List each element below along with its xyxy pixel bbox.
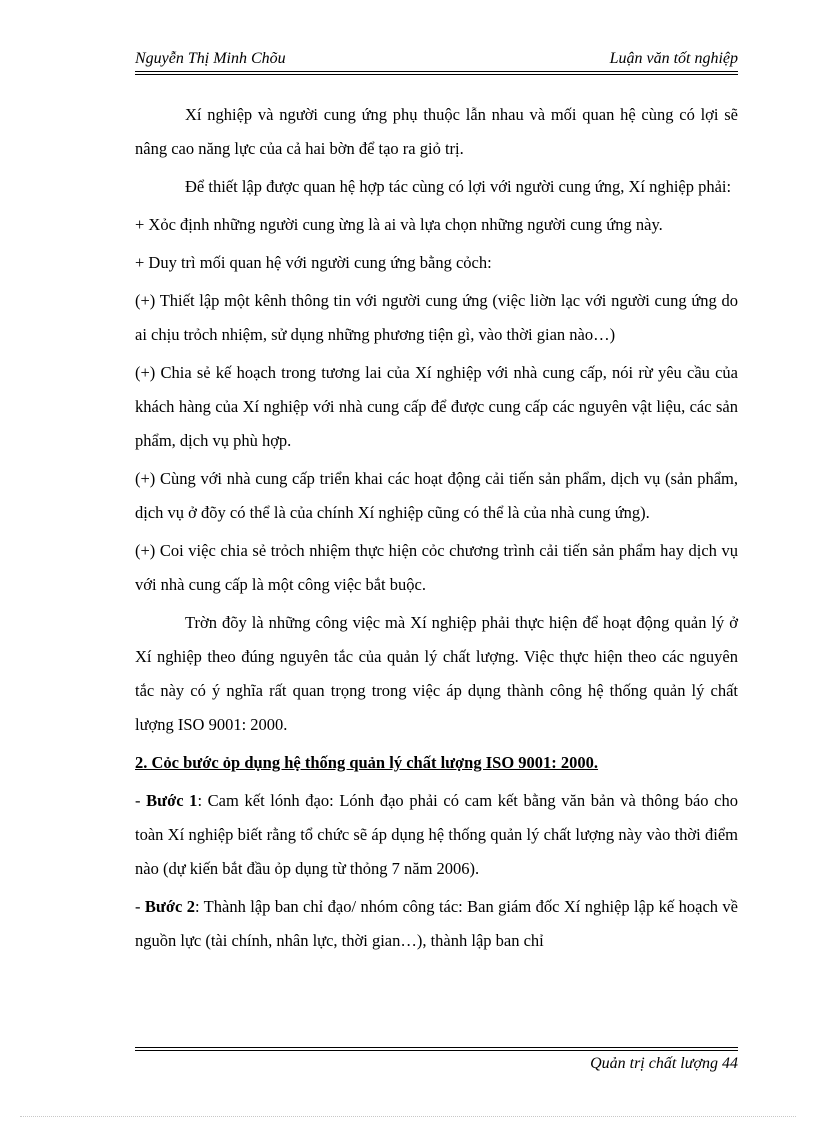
step-dash: - bbox=[135, 897, 145, 916]
header-doc-type: Luận văn tốt nghiệp bbox=[609, 50, 738, 67]
step-label: Bước 1 bbox=[146, 791, 198, 810]
step-label: Bước 2 bbox=[144, 897, 195, 916]
header-rule-double bbox=[135, 74, 738, 75]
bullet-maintain-relationship: + Duy trì mối quan hệ với người cung ứng bằng cỏch: bbox=[135, 253, 492, 272]
footer-rule-double bbox=[135, 1050, 738, 1051]
paragraph-conclusion: Trờn đõy là những công việc mà Xí nghiệp phải thực hiện để hoạt động quản lý ở Xí nghiệp theo đúng nguyên tắc của quản lý chất lượng. Việc thực hiện theo các nguyên tắc này có ý nghĩa rất quan trọng trong việc áp dụng thành công hệ thống quản lý chất lượng ISO 9001: 2000. bbox=[135, 613, 738, 734]
subbullet-communication-channel: (+) Thiết lập một kênh thông tin với người cung ứng (việc liờn lạc với người cung ứng do ai chịu trỏch nhiệm, sử dụng những phương tiện gì, vào thời gian nào…) bbox=[135, 291, 738, 344]
step-text: : Cam kết lónh đạo: Lónh đạo phải có cam kết bằng văn bản và thông báo cho toàn Xí nghiệp biết rằng tổ chức sẽ áp dụng hệ thống quản lý chất lượng này vào thời điểm nào (dự kiến bắt đầu ỏp dụng từ thỏng 7 năm 2006). bbox=[135, 791, 738, 878]
subbullet-joint-improvement: (+) Cùng với nhà cung cấp triển khai các hoạt động cải tiến sản phẩm, dịch vụ (sản phẩm, dịch vụ ở đõy có thể là của chính Xí nghiệp cũng có thể là của nhà cung ứng). bbox=[135, 469, 738, 522]
step-item bbox=[135, 890, 738, 958]
page-footer: Quản trị chất lượng 44 bbox=[590, 1055, 738, 1072]
section-heading: 2. Cỏc bước ỏp dụng hệ thống quản lý chất lượng ISO 9001: 2000. bbox=[135, 753, 599, 772]
header-rule bbox=[135, 71, 738, 72]
step-item bbox=[135, 784, 738, 886]
paragraph-supplier-relationship: Xí nghiệp và người cung ứng phụ thuộc lẫn nhau và mối quan hệ cùng có lợi sẽ nâng cao năng lực của cả hai bờn để tạo ra giỏ trị. bbox=[135, 105, 738, 158]
step-dash: - bbox=[135, 791, 147, 810]
page-boundary-dotted bbox=[20, 1116, 796, 1117]
footer-rule bbox=[135, 1047, 738, 1048]
bullet-identify-suppliers: + Xỏc định những người cung ừng là ai và lựa chọn những người cung ứng này. bbox=[135, 215, 663, 234]
paragraph-establish-cooperation: Để thiết lập được quan hệ hợp tác cùng có lợi với người cung ứng, Xí nghiệp phải: bbox=[185, 177, 732, 196]
subbullet-share-responsibility: (+) Coi việc chia sẻ trỏch nhiệm thực hiện cỏc chương trình cải tiến sản phẩm hay dịch vụ với nhà cung cấp là một công việc bắt buộc. bbox=[135, 541, 738, 594]
subbullet-share-plans: (+) Chia sẻ kế hoạch trong tương lai của Xí nghiệp với nhà cung cấp, nói rừ yêu cầu của khách hàng của Xí nghiệp với nhà cung cấp để được cung cấp các nguyên vật liệu, các sản phẩm, dịch vụ phù hợp. bbox=[135, 363, 738, 450]
header-author: Nguyễn Thị Minh Chõu bbox=[135, 50, 286, 67]
page-header bbox=[135, 50, 738, 70]
step-text: : Thành lập ban chỉ đạo/ nhóm công tác: Ban giám đốc Xí nghiệp lập kế hoạch về nguồn lực (tài chính, nhân lực, thời gian…), thành lập ban chỉ bbox=[135, 897, 739, 950]
document-body bbox=[135, 98, 738, 958]
